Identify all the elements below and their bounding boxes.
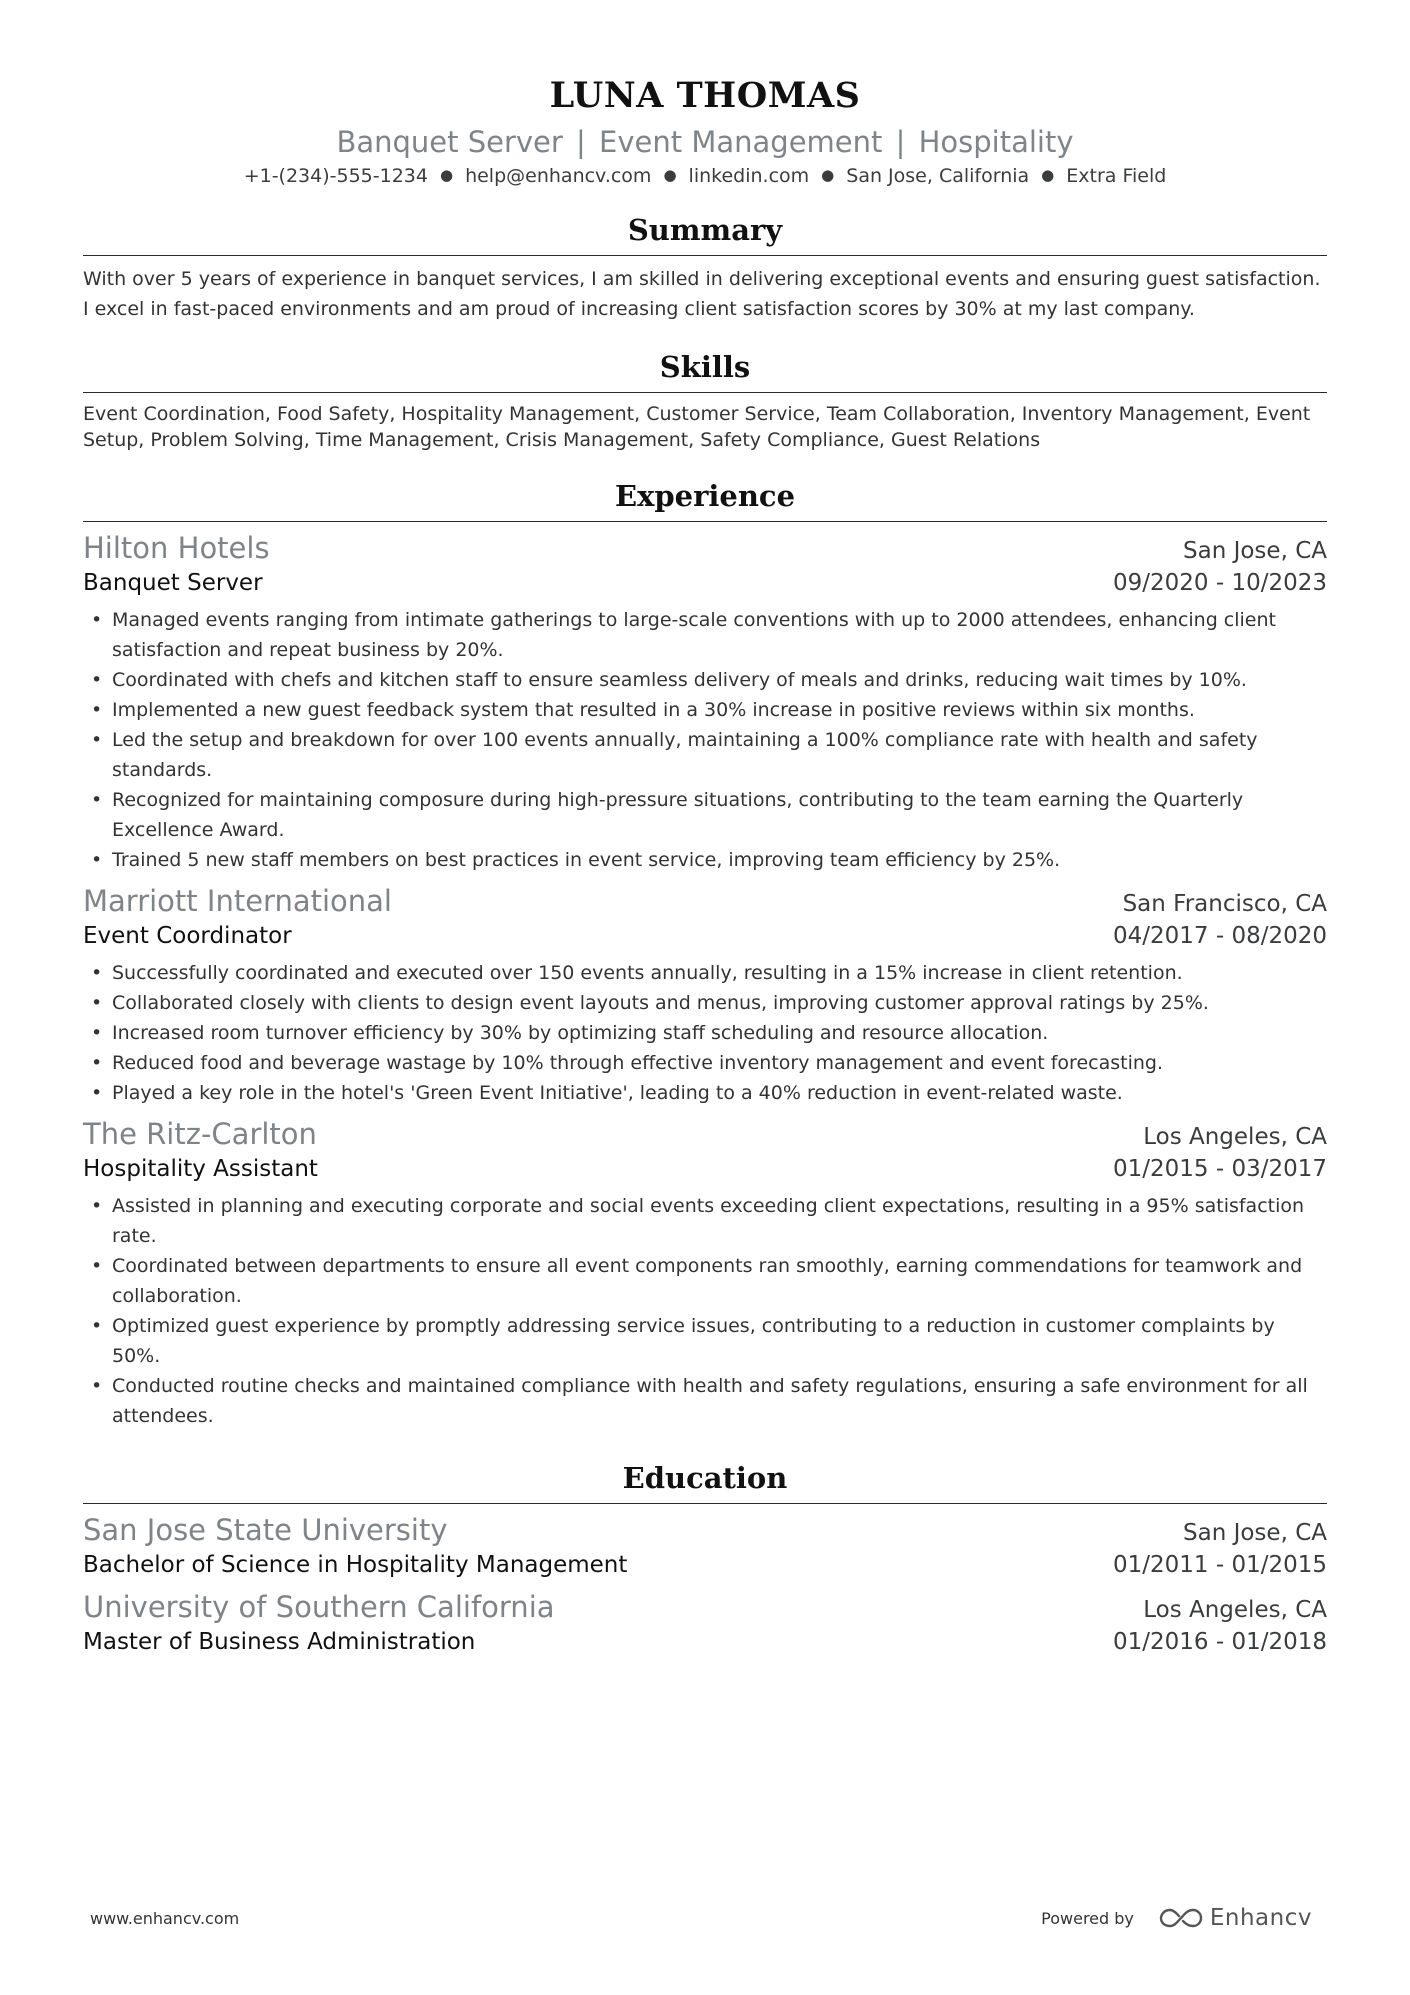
summary-text: With over 5 years of experience in banquet services, I am skilled in delivering exceptional events and ensuring guest satisfaction. I excel in fast-paced environments and am proud of increasing client satisfaction scores by 30% at my last company. [83,268,1321,320]
headline-title: Banquet Server [336,125,563,159]
achievement-list [83,958,1327,1108]
job-location: San Jose, CA [1183,538,1327,564]
list-item: • Increased room turnover efficiency by 30% by optimizing staff scheduling and resource allocation. [83,1018,1327,1048]
company-name: Marriott International [83,884,392,918]
education-dates: 01/2011 - 01/2015 [1112,1552,1327,1578]
bullet-separator-icon: ● [663,166,677,184]
bullet-separator-icon: ● [1041,166,1055,184]
list-item: • Conducted routine checks and maintained compliance with health and safety regulations, ensuring a safe environment for all attendees. [83,1371,1327,1431]
resume-page [83,72,1327,1658]
job-location: Los Angeles, CA [1143,1124,1327,1150]
headline-separator: | [895,125,906,159]
education-entry [83,1589,1327,1658]
list-item: • Coordinated with chefs and kitchen staff to ensure seamless delivery of meals and drinks, reducing wait times by 10%. [83,665,1327,695]
list-item: • Optimized guest experience by promptly addressing service issues, contributing to a reduction in customer complaints by 50%. [83,1311,1327,1371]
page-footer [0,1905,1410,1935]
headline-titles [83,124,1327,160]
contact-email[interactable]: help@enhancv.com [465,165,652,187]
job-title: Event Coordinator [83,923,292,949]
education-section [83,1459,1327,1658]
job-dates: 01/2015 - 03/2017 [1112,1156,1327,1182]
degree: Master of Business Administration [83,1629,476,1655]
contact-linkedin[interactable]: linkedin.com [688,165,810,187]
section-divider [83,255,1327,256]
footer-website-link[interactable]: www.enhancv.com [90,1909,240,1928]
enhancv-logo[interactable] [1158,1905,1312,1931]
brand-name: Enhancv [1209,1905,1312,1931]
experience-entry [83,530,1327,875]
contact-location: San Jose, California [846,165,1030,187]
school-location: San Jose, CA [1183,1520,1327,1546]
headline-title: Event Management [599,125,883,159]
experience-entry [83,883,1327,1108]
list-item: • Recognized for maintaining composure during high-pressure situations, contributing to the team earning the Quarterly Excellence Award. [83,785,1327,845]
bullet-separator-icon: ● [439,166,454,184]
section-title: Skills [659,350,751,384]
summary-section [83,211,1327,324]
list-item: • Coordinated between departments to ensure all event components ran smoothly, earning commendations for teamwork and collaboration. [83,1251,1327,1311]
section-divider [83,1503,1327,1504]
contact-phone: +1-(234)-555-1234 [243,165,428,187]
job-title: Hospitality Assistant [83,1156,318,1182]
list-item: • Led the setup and breakdown for over 100 events annually, maintaining a 100% compliance rate with health and safety standards. [83,725,1327,785]
powered-by-label: Powered by [1041,1908,1134,1928]
skills-list: Event Coordination, Food Safety, Hospitality Management, Customer Service, Team Collaboration, Inventory Management, Event Setup, Problem Solving, Time Management, Crisis Management, Safety Compliance, Guest Relations [83,403,1311,451]
skills-section [83,348,1327,453]
job-location: San Francisco, CA [1122,891,1327,917]
list-item: • Assisted in planning and executing corporate and social events exceeding client expectations, resulting in a 95% satisfaction rate. [83,1191,1327,1251]
school-location: Los Angeles, CA [1143,1597,1327,1623]
list-item: • Trained 5 new staff members on best practices in event service, improving team efficiency by 25%. [83,845,1327,875]
company-name: Hilton Hotels [83,531,270,565]
education-entry [83,1512,1327,1581]
section-title: Education [622,1461,788,1495]
school-name: University of Southern California [83,1590,555,1624]
job-dates: 09/2020 - 10/2023 [1112,570,1327,596]
list-item: • Collaborated closely with clients to design event layouts and menus, improving customer approval ratings by 25%. [83,988,1327,1018]
achievement-list [83,605,1327,875]
degree: Bachelor of Science in Hospitality Management [83,1552,628,1578]
section-title: Summary [627,213,783,247]
achievement-list [83,1191,1327,1431]
contact-extra-field: Extra Field [1066,165,1167,187]
job-dates: 04/2017 - 08/2020 [1112,923,1327,949]
list-item: • Reduced food and beverage wastage by 10% through effective inventory management and event forecasting. [83,1048,1327,1078]
candidate-name: LUNA THOMAS [549,75,861,116]
education-dates: 01/2016 - 01/2018 [1112,1629,1327,1655]
list-item: • Implemented a new guest feedback system that resulted in a 30% increase in positive reviews within six months. [83,695,1327,725]
section-divider [83,392,1327,393]
enhancv-logo-icon [1158,1906,1204,1930]
contact-line [83,162,1327,191]
section-divider [83,521,1327,522]
headline-title: Hospitality [918,125,1074,159]
company-name: The Ritz-Carlton [83,1117,317,1151]
section-title: Experience [614,479,796,513]
experience-section [83,477,1327,1431]
job-title: Banquet Server [83,570,263,596]
list-item: • Successfully coordinated and executed over 150 events annually, resulting in a 15% increase in client retention. [83,958,1327,988]
experience-entry [83,1116,1327,1431]
school-name: San Jose State University [83,1513,448,1547]
headline-separator: | [576,125,586,159]
powered-by-block [1041,1905,1312,1931]
bullet-separator-icon: ● [821,166,835,184]
list-item: • Managed events ranging from intimate gatherings to large-scale conventions with up to 2000 attendees, enhancing client satisfaction and repeat business by 20%. [83,605,1327,665]
list-item: • Played a key role in the hotel's 'Green Event Initiative', leading to a 40% reduction in event-related waste. [83,1078,1327,1108]
